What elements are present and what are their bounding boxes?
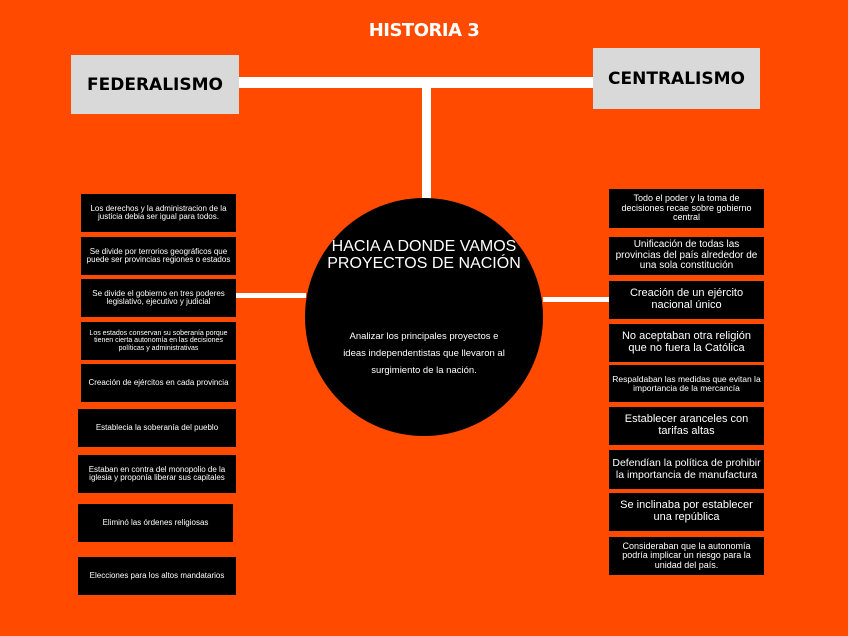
centralismo-item: Establecer aranceles con tarifas altas [609,407,764,445]
centralismo-item: Creación de un ejército nacional único [609,281,764,319]
centralismo-item: Todo el poder y la toma de decisiones recae sobre gobierno central [609,189,764,228]
federalismo-item: Establecia la soberanía del pueblo [78,409,236,447]
federalismo-item: Los estados conservan su soberanía porque tienen cierta autonomía en las decisiones políticas y administrativas [81,322,236,360]
centralismo-item: Consideraban que la autonomía podría implicar un riesgo para la unidad del país. [609,537,764,575]
federalismo-header: FEDERALISMO [71,55,239,114]
federalismo-item: Los derechos y la administracion de la justicia debia ser igual para todos. [81,194,236,232]
federalismo-item: Eliminó las órdenes religiosas [78,504,233,542]
centralismo-item: Defendían la política de prohibir la importancia de manufactura [609,450,764,489]
top-connector-line [238,77,594,88]
federalismo-item: Estaban en contra del monopolio de la iglesia y proponía liberar sus capitales [78,455,236,493]
left-connector-line [236,293,306,298]
central-topic-description: Analizar los principales proyectos e ideas independentistas que llevaron al surgimiento de la nación. [343,331,505,376]
federalismo-item: Se divide por terrorios geográficos que puede ser provincias regiones o estados [81,237,236,275]
page-title: HISTORIA 3 [368,20,480,41]
centralismo-item: Se inclinaba por establecer una república [609,493,764,531]
centralismo-header: CENTRALISMO [593,48,760,109]
centralismo-item: No aceptaban otra religión que no fuera la Católica [609,324,764,362]
centralismo-item: Respaldaban las medidas que evitan la importancia de la mercancía [609,365,764,402]
vertical-connector-line [422,86,431,200]
federalismo-item: Se divide el gobierno en tres poderes legislativo, ejecutivo y judicial [81,279,236,317]
central-topic-heading: HACIA A DONDE VAMOS PROYECTOS DE NACIÓN [327,238,521,272]
federalismo-item: Elecciones para los altos mandatarios [78,557,236,595]
federalismo-item: Creación de ejércitos en cada provincia [81,364,236,402]
central-topic-circle [305,198,543,436]
centralismo-item: Unificación de todas las provincias del país alrededor de una sola constitución [609,237,764,275]
right-connector-line [543,297,610,302]
